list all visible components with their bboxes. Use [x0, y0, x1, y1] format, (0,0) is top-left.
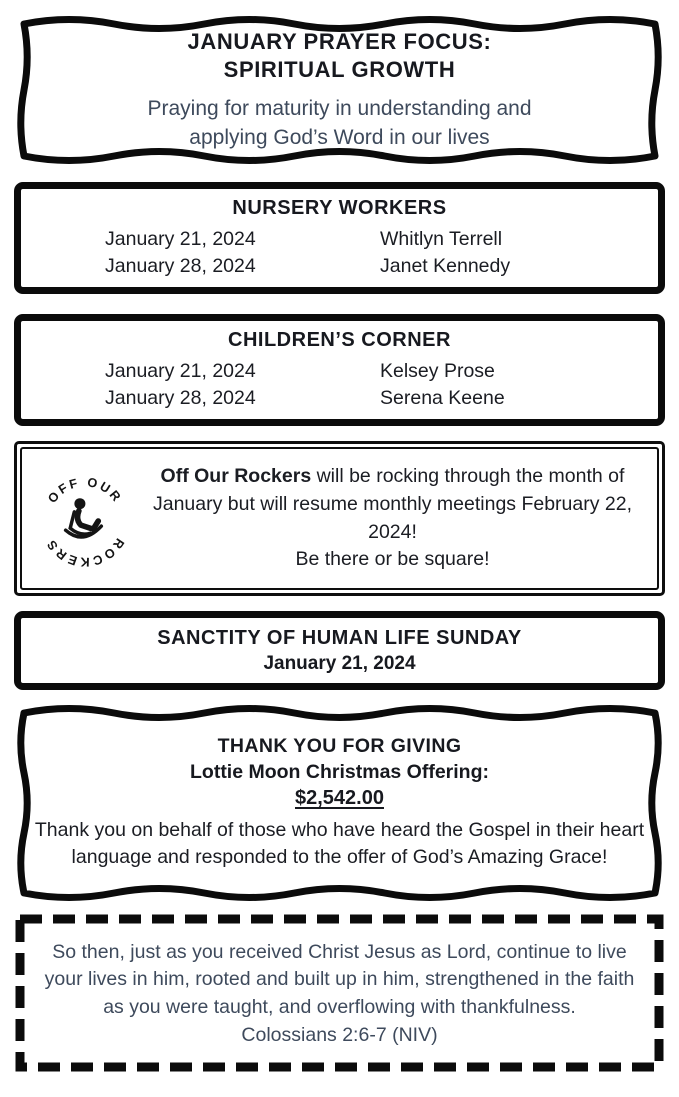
scripture-card: [14, 913, 665, 1073]
childrens-corner-card: [14, 314, 665, 426]
prayer-focus-card: [14, 14, 665, 166]
sanctity-card: [14, 611, 665, 690]
prayer-focus-title: [14, 28, 665, 85]
schedule-name: Kelsey Prose: [380, 359, 495, 382]
nursery-schedule: [21, 226, 658, 280]
prayer-focus-description: [14, 94, 665, 153]
scripture-reference: Colossians 2:6-7 (NIV): [241, 1023, 438, 1046]
scripture-text: So then, just as you received Christ Jesus as Lord, continue to live your lives in him, rooted and built up in him, strengthened in the faith as you were taught, and overflowing with thankfulness.: [44, 941, 635, 1018]
rocking-person-icon: [66, 498, 102, 537]
off-our-rockers-name: Off Our Rockers: [160, 465, 312, 488]
nursery-workers-title: NURSERY WORKERS: [232, 196, 447, 219]
svg-text:ROCKERS: [42, 535, 127, 569]
schedule-name: Whitlyn Terrell: [380, 227, 503, 250]
off-our-rockers-announcement: [146, 463, 639, 574]
sanctity-title: SANCTITY OF HUMAN LIFE SUNDAY: [157, 626, 522, 649]
svg-text:OFF OUR: [44, 474, 125, 506]
giving-amount: [32, 787, 647, 810]
childrens-corner-schedule: [21, 358, 658, 412]
table-row: [21, 253, 658, 280]
logo-arc-text-bottom: ROCKERS: [42, 535, 128, 570]
schedule-date: January 21, 2024: [105, 359, 256, 382]
giving-card: [14, 703, 665, 903]
giving-title: THANK YOU FOR GIVING: [217, 735, 462, 758]
schedule-date: January 21, 2024: [105, 227, 256, 250]
off-our-rockers-logo: [34, 468, 136, 570]
giving-message: Thank you on behalf of those who have heard the Gospel in their heart language and responded to the offer of God’s Amazing Grace!: [34, 819, 645, 868]
off-our-rockers-body: will be rocking through the month of January but will resume monthly meetings February 22, 2024!: [152, 465, 633, 543]
prayer-focus-title-line1: JANUARY PRAYER FOCUS:: [187, 28, 492, 54]
logo-arc-text-top: OFF OUR: [44, 473, 126, 506]
off-our-rockers-inner: [20, 447, 659, 590]
prayer-focus-title-line2: SPIRITUAL GROWTH: [223, 57, 456, 83]
off-our-rockers-card: [14, 441, 665, 596]
nursery-workers-card: [14, 182, 665, 294]
rocking-chair-logo-icon: [34, 468, 136, 570]
schedule-name: Janet Kennedy: [380, 254, 511, 277]
prayer-focus-description-line2: applying God’s Word in our lives: [189, 126, 490, 150]
off-our-rockers-closing: Be there or be square!: [295, 548, 490, 571]
giving-offering-label: Lottie Moon Christmas Offering:: [190, 761, 489, 784]
sanctity-date: January 21, 2024: [263, 652, 416, 674]
table-row: [21, 226, 658, 253]
giving-amount-value: $2,542.00: [295, 787, 384, 810]
prayer-focus-description-line1: Praying for maturity in understanding and: [147, 96, 532, 120]
schedule-date: January 28, 2024: [105, 386, 256, 409]
schedule-name: Serena Keene: [380, 386, 505, 409]
childrens-corner-title: CHILDREN’S CORNER: [228, 328, 451, 351]
table-row: [21, 385, 658, 412]
schedule-date: January 28, 2024: [105, 254, 256, 277]
table-row: [21, 358, 658, 385]
